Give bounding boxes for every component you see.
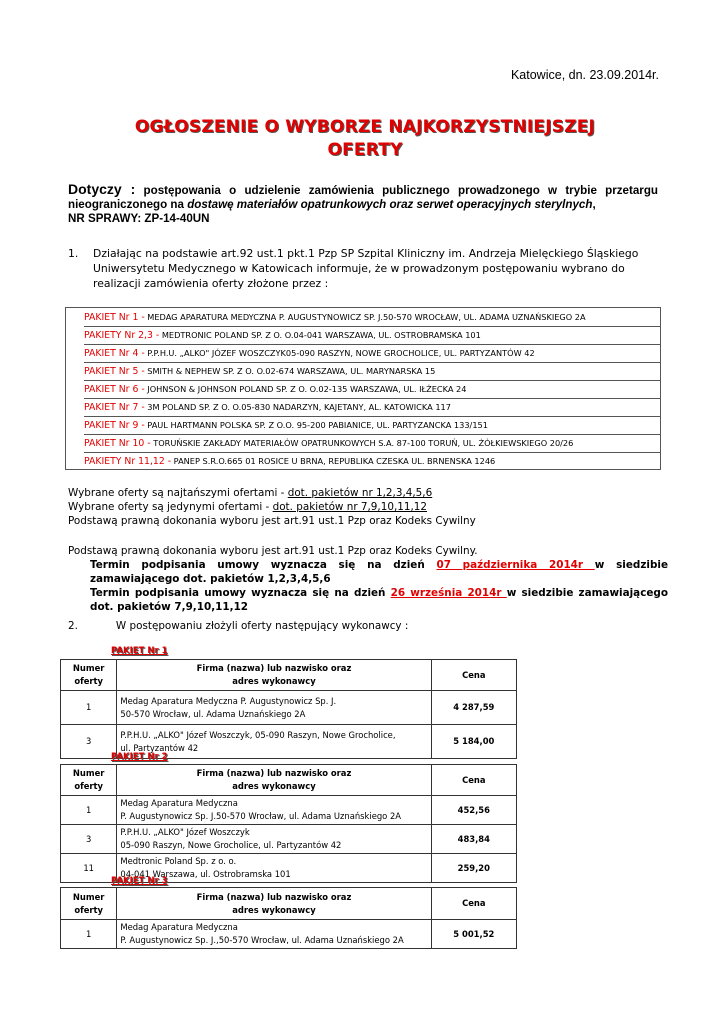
selected-offers-box <box>65 307 661 470</box>
reason-packages: dot. pakietów nr 7,9,10,11,12 <box>272 501 427 513</box>
pakiet-company: 3M POLAND SP. Z O. O.05-830 NADARZYN, KAJETANY, AL. KATOWICKA 117 <box>144 402 451 412</box>
company-line: P.P.H.U. „ALKO" Józef Woszczyk <box>120 827 250 837</box>
pakiet-row <box>84 344 660 363</box>
pakiet-row <box>84 380 660 399</box>
pakiet-row <box>84 416 660 435</box>
pakiet-company: MEDAG APARATURA MEDYCZNA P. AUGUSTYNOWICZ SP. J.50-570 WROCŁAW, UL. ADAMA UZNAŃSKIEGO 2A <box>144 312 586 322</box>
pakiet-1-title: PAKIET Nr 1 <box>111 646 168 656</box>
header-line: Numer <box>72 768 105 778</box>
offer-price: 259,20 <box>431 854 516 883</box>
paragraph-2-number: 2. <box>68 620 78 632</box>
offer-company <box>117 796 431 825</box>
company-line: Medtronic Poland Sp. z o. o. <box>120 856 237 866</box>
table-row <box>61 825 517 854</box>
offers-table-pakiet-2 <box>60 764 517 883</box>
offer-price: 452,56 <box>431 796 516 825</box>
pakiet-row <box>84 434 660 453</box>
pakiet-label: PAKIET Nr 9 - <box>84 420 145 431</box>
offers-table-pakiet-1 <box>60 659 517 759</box>
term-text: Termin podpisania umowy wyznacza się na dzień <box>90 559 437 571</box>
dotyczy-comma: , <box>592 198 596 211</box>
signing-term-2 <box>68 586 668 614</box>
offer-number: 1 <box>61 920 117 949</box>
dotyczy-text: postępowania o udzielenie zamówienia publicznego prowadzonego w trybie przetargu nieograniczonego na <box>68 184 658 211</box>
document-date: Katowice, dn. 23.09.2014r. <box>510 68 659 82</box>
pakiet-label: PAKIET Nr 7 - <box>84 402 145 413</box>
term-date: 26 września 2014r <box>390 587 507 599</box>
signing-term-1 <box>68 558 668 586</box>
pakiet-label: PAKIET Nr 5 - <box>84 366 145 377</box>
pakiet-company: PANEP S.R.O.665 01 ROSICE U BRNA, REPUBLIKA CZESKA UL. BRNENSKA 1246 <box>171 456 496 466</box>
header-line: Firma (nazwa) lub nazwisko oraz <box>196 891 352 902</box>
header-line: adres wykonawcy <box>232 904 316 915</box>
reason-only <box>68 500 668 514</box>
offers-table-pakiet-3 <box>60 887 517 949</box>
company-line: Medag Aparatura Medyczna P. Augustynowicz Sp. J. <box>120 695 337 706</box>
paragraph-2-text: W postępowaniu złożyli oferty następujący wykonawcy : <box>115 620 409 632</box>
header-line: adres wykonawcy <box>232 676 316 686</box>
company-line: Medag Aparatura Medyczna <box>120 922 238 932</box>
header-line: oferty <box>74 781 104 791</box>
title-line-1: OGŁOSZENIE O WYBORZE NAJKORZYSTNIEJSZEJ <box>134 117 596 137</box>
pakiet-company: MEDTRONIC POLAND SP. Z O. O.04-041 WARSZAWA, UL. OSTROBRAMSKA 101 <box>159 330 481 340</box>
table-header <box>61 660 517 691</box>
table-header <box>61 888 517 920</box>
header-numer <box>61 660 117 691</box>
company-line: 04-041 Warszawa, ul. Ostrobramska 101 <box>120 869 291 879</box>
header-firma <box>117 765 431 796</box>
paragraph-1-text: Działając na podstawie art.92 ust.1 pkt.1 Pzp SP Szpital Kliniczny im. Andrzeja Mielęckiego Śląskiego Uniwersytetu Medycznego w Katowicach informuje, że w prowadzonym postępowaniu wybrano do realizacji zamówienia oferty złożone przez : <box>93 247 639 290</box>
legal-basis-2: Podstawą prawną dokonania wyboru jest art.91 ust.1 Pzp oraz Kodeks Cywilny. <box>68 545 478 557</box>
header-firma <box>117 888 431 920</box>
term-date: 07 października 2014r <box>436 559 595 571</box>
company-line: P. Augustynowicz Sp. J.,50-570 Wrocław, ul. Adama Uznańskiego 2A <box>120 935 404 945</box>
pakiet-row <box>84 362 660 381</box>
company-line: P. Augustynowicz Sp. J.50-570 Wrocław, ul. Adama Uznańskiego 2A <box>120 811 402 821</box>
header-line: oferty <box>74 904 104 915</box>
pakiet-row <box>84 308 660 327</box>
offer-company <box>117 825 431 854</box>
reason-packages: dot. pakietów nr 1,2,3,4,5,6 <box>287 487 433 499</box>
pakiet-label: PAKIET Nr 4 - <box>84 348 145 359</box>
header-numer <box>61 765 117 796</box>
offer-company <box>117 920 431 949</box>
header-line: Firma (nazwa) lub nazwisko oraz <box>196 768 352 778</box>
pakiet-label: PAKIET Nr 1 - <box>84 312 145 323</box>
term-text: w siedzibie zamawiającego dot. pakietów 7,9,10,11,12 <box>90 587 668 613</box>
pakiet-company: P.P.H.U. „ALKO" JÓZEF WOSZCZYK05-090 RASZYN, NOWE GROCHOLICE, UL. PARTYZANTÓW 42 <box>144 348 535 358</box>
pakiet-2-title: PAKIET Nr 2 <box>111 752 168 762</box>
offer-number: 1 <box>61 796 117 825</box>
offer-number: 3 <box>61 825 117 854</box>
reason-text: Wybrane oferty są najtańszymi ofertami - <box>68 487 288 499</box>
pakiet-label: PAKIET Nr 10 - <box>84 438 151 449</box>
company-line: ul. Partyzantów 42 <box>120 742 199 753</box>
case-number: NR SPRAWY: ZP-14-40UN <box>68 212 210 225</box>
dotyczy-label: Dotyczy : <box>68 181 136 197</box>
pakiet-label: PAKIET Nr 6 - <box>84 384 145 395</box>
legal-basis: Podstawą prawną dokonania wyboru jest art.91 ust.1 Pzp oraz Kodeks Cywilny <box>68 515 476 527</box>
offer-company <box>117 691 431 725</box>
pakiet-company: JOHNSON & JOHNSON POLAND SP. Z O. O.02-135 WARSZAWA, UL. IŁŻECKA 24 <box>144 384 467 394</box>
company-line: 50-570 Wrocław, ul. Adama Uznańskiego 2A <box>120 708 306 719</box>
table-row <box>61 691 517 725</box>
pakiet-label: PAKIETY Nr 2,3 - <box>84 330 160 341</box>
pakiet-label: PAKIETY Nr 11,12 - <box>84 456 172 467</box>
offer-number: 3 <box>61 725 117 759</box>
header-cena: Cena <box>431 660 516 691</box>
title-line-2: OFERTY <box>327 140 403 160</box>
term-text: Termin podpisania umowy wyznacza się na dzień <box>90 587 391 599</box>
pakiet-company: PAUL HARTMANN POLSKA SP. Z O.O. 95-200 PABIANICE, UL. PARTYZANCKA 133/151 <box>144 420 488 430</box>
offer-price: 4 287,59 <box>431 691 516 725</box>
pakiet-row <box>84 398 660 417</box>
pakiet-row <box>84 326 660 345</box>
pakiet-3-title: PAKIET Nr 3 <box>111 876 168 886</box>
paragraph-2 <box>68 620 408 632</box>
header-line: adres wykonawcy <box>232 781 316 791</box>
reason-text: Wybrane oferty są jedynymi ofertami - <box>68 501 273 513</box>
pakiet-company: SMITH & NEPHEW SP. Z O. O.02-674 WARSZAWA, UL. MARYNARSKA 15 <box>144 366 436 376</box>
page-title <box>60 116 670 162</box>
offer-price: 5 001,52 <box>431 920 516 949</box>
header-line: Numer <box>72 663 105 673</box>
header-numer <box>61 888 117 920</box>
company-line: P.P.H.U. „ALKO" Józef Woszczyk, 05-090 Raszyn, Nowe Grocholice, <box>120 729 396 740</box>
header-line: Numer <box>72 891 105 902</box>
header-line: oferty <box>74 676 104 686</box>
table-header <box>61 765 517 796</box>
header-line: Firma (nazwa) lub nazwisko oraz <box>196 663 352 673</box>
company-line: 05-090 Raszyn, Nowe Grocholice, ul. Partyzantów 42 <box>120 840 342 850</box>
selection-reasons <box>68 486 668 528</box>
pakiet-company: TORUŃSKIE ZAKŁADY MATERIAŁÓW OPATRUNKOWYCH S.A. 87-100 TORUŃ, UL. ŻÓŁKIEWSKIEGO 20/26 <box>150 438 574 448</box>
reason-cheapest <box>68 486 668 500</box>
offer-price: 483,84 <box>431 825 516 854</box>
header-firma <box>117 660 431 691</box>
table-row <box>61 920 517 949</box>
term-text: w siedzibie zamawiającego dot. pakietów 1,2,3,4,5,6 <box>90 559 669 585</box>
offer-number: 11 <box>61 854 117 883</box>
paragraph-1-number: 1. <box>68 247 79 260</box>
signing-section <box>68 544 668 614</box>
company-line: Medag Aparatura Medyczna <box>120 798 238 808</box>
header-cena: Cena <box>431 765 516 796</box>
pakiet-row <box>84 452 660 470</box>
offer-price: 5 184,00 <box>431 725 516 759</box>
table-row <box>61 796 517 825</box>
header-cena: Cena <box>431 888 516 920</box>
offer-number: 1 <box>61 691 117 725</box>
dotyczy-subject: dostawę materiałów opatrunkowych oraz serwet operacyjnych sterylnych <box>187 198 593 211</box>
dotyczy-section <box>68 182 658 226</box>
paragraph-1 <box>68 246 668 291</box>
